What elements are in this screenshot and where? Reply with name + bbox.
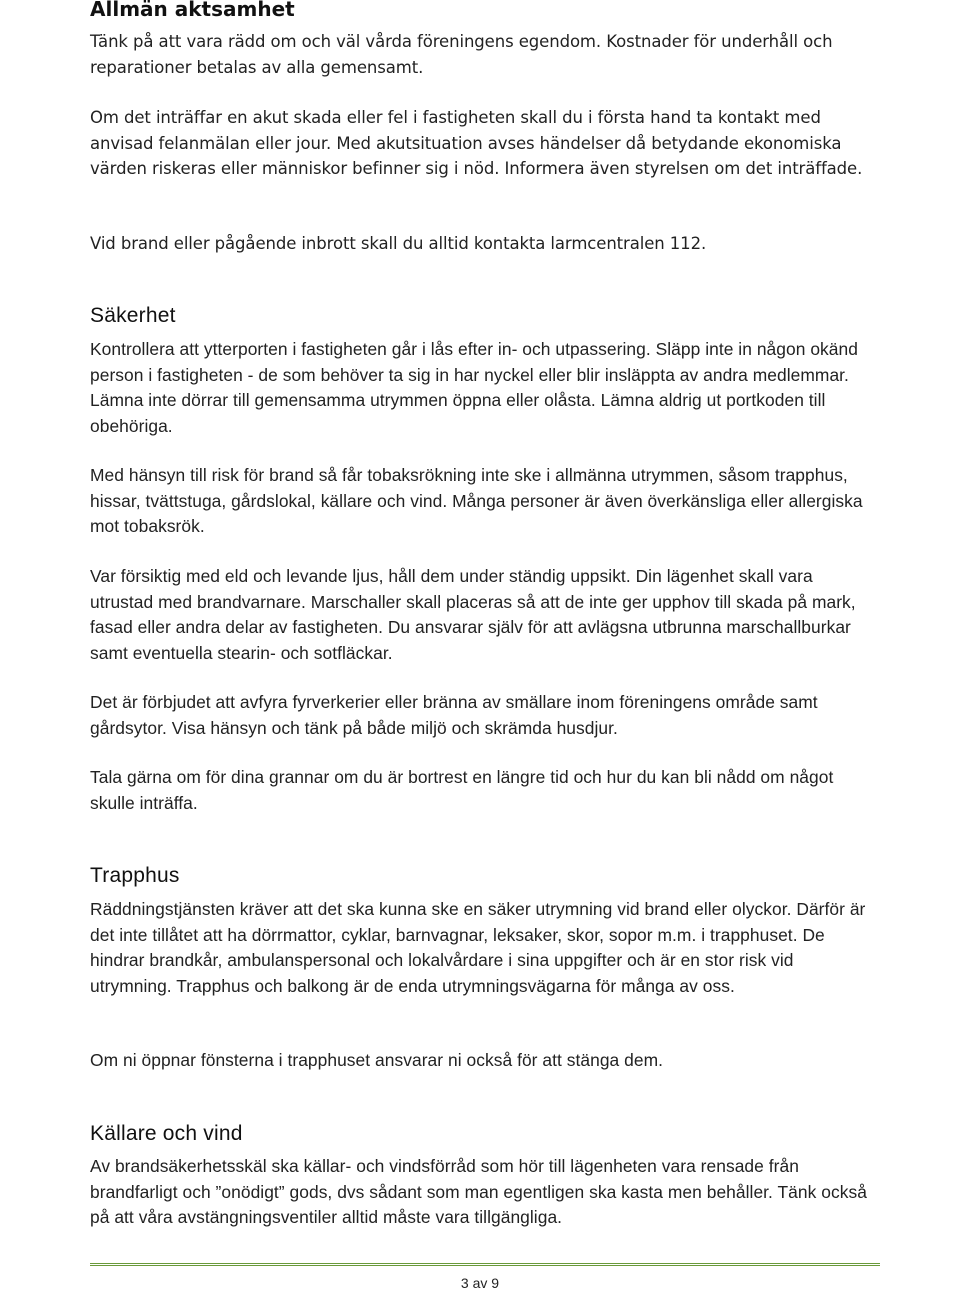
paragraph-sakerhet-2: Med hänsyn till risk för brand så får tobaksrökning inte ske i allmänna utrymmen, såsom trapphus, hissar, tvättstuga, gårdslokal, källare och vind. Många personer är även överkänsliga eller allergiska mot tobaksrök. xyxy=(90,465,863,536)
heading-trapphus: Trapphus xyxy=(90,864,180,887)
paragraph-sakerhet-1: Kontrollera att ytterporten i fastigheten går i lås efter in- och utpassering. Släpp inte in någon okänd person i fastigheten - de som behöver ta sig in har nyckel eller blir insläppta av andra medlemmar. Lämna inte dörrar till gemensamma utrymmen öppna eller olåsta. Lämna aldrig ut portkoden till obehöriga. xyxy=(90,339,858,436)
heading-kallare-och-vind: Källare och vind xyxy=(90,1122,243,1145)
paragraph-sakerhet-3: Var försiktig med eld och levande ljus, håll dem under ständig uppsikt. Din lägenhet skall vara utrustad med brandvarnare. Marschaller skall placeras så att de inte ger upphov till skada på mark, fasad eller andra delar av fastigheten. Du ansvarar själv för att avlägsna utbrunna marschallburkar samt eventuella stearin- och sotfläckar. xyxy=(90,566,856,663)
paragraph-sakerhet-5: Tala gärna om för dina grannar om du är bortrest en längre tid och hur du kan bli nådd om något skulle inträffa. xyxy=(90,767,834,813)
paragraph-trapphus-1: Räddningstjänsten kräver att det ska kunna ske en säker utrymning vid brand eller olyckor. Därför är det inte tillåtet att ha dörrmattor, cyklar, barnvagnar, leksaker, skor, sopor m.m. i trapphuset. De hindrar brandkår, ambulanspersonal och lokalvårdare i sina uppgifter och är en stor risk vid utrymning. Trapphus och balkong är de enda utrymningsvägarna för många av oss. xyxy=(90,899,866,996)
paragraph-trapphus-2: Om ni öppnar fönsterna i trapphuset ansvarar ni också för att stänga dem. xyxy=(90,1050,664,1070)
paragraph-kallare-1: Av brandsäkerhetsskäl ska källar- och vindsförråd som hör till lägenheten vara rensade från brandfarligt och ”onödigt” gods, dvs sådant som man egentligen ska kasta men behåller. Tänk också på att våra avstängningsventiler alltid måste vara tillgängliga. xyxy=(90,1156,867,1227)
paragraph-allman-2: Om det inträffar en akut skada eller fel i fastigheten skall du i första hand ta kontakt med anvisad felanmälan eller jour. Med akutsituation avses händelser då betydande ekonomiska värden riskeras eller människor befinner sig i nöd. Informera även styrelsen om det inträffade. xyxy=(90,108,863,178)
paragraph-allman-1: Tänk på att vara rädd om och väl vårda föreningens egendom. Kostnader för underhåll och reparationer betalas av alla gemensamt. xyxy=(90,32,833,77)
page-number: 3 av 9 xyxy=(460,1275,500,1291)
footer-divider xyxy=(90,1263,880,1266)
paragraph-allman-3: Vid brand eller pågående inbrott skall du alltid kontakta larmcentralen 112. xyxy=(90,234,707,253)
paragraph-sakerhet-4: Det är förbjudet att avfyra fyrverkerier eller bränna av smällare inom föreningens område samt gårdsytor. Visa hänsyn och tänk på både miljö och skrämda husdjur. xyxy=(90,692,818,738)
heading-sakerhet: Säkerhet xyxy=(90,304,176,327)
heading-allman-aktsamhet: Allmän aktsamhet xyxy=(90,0,295,21)
